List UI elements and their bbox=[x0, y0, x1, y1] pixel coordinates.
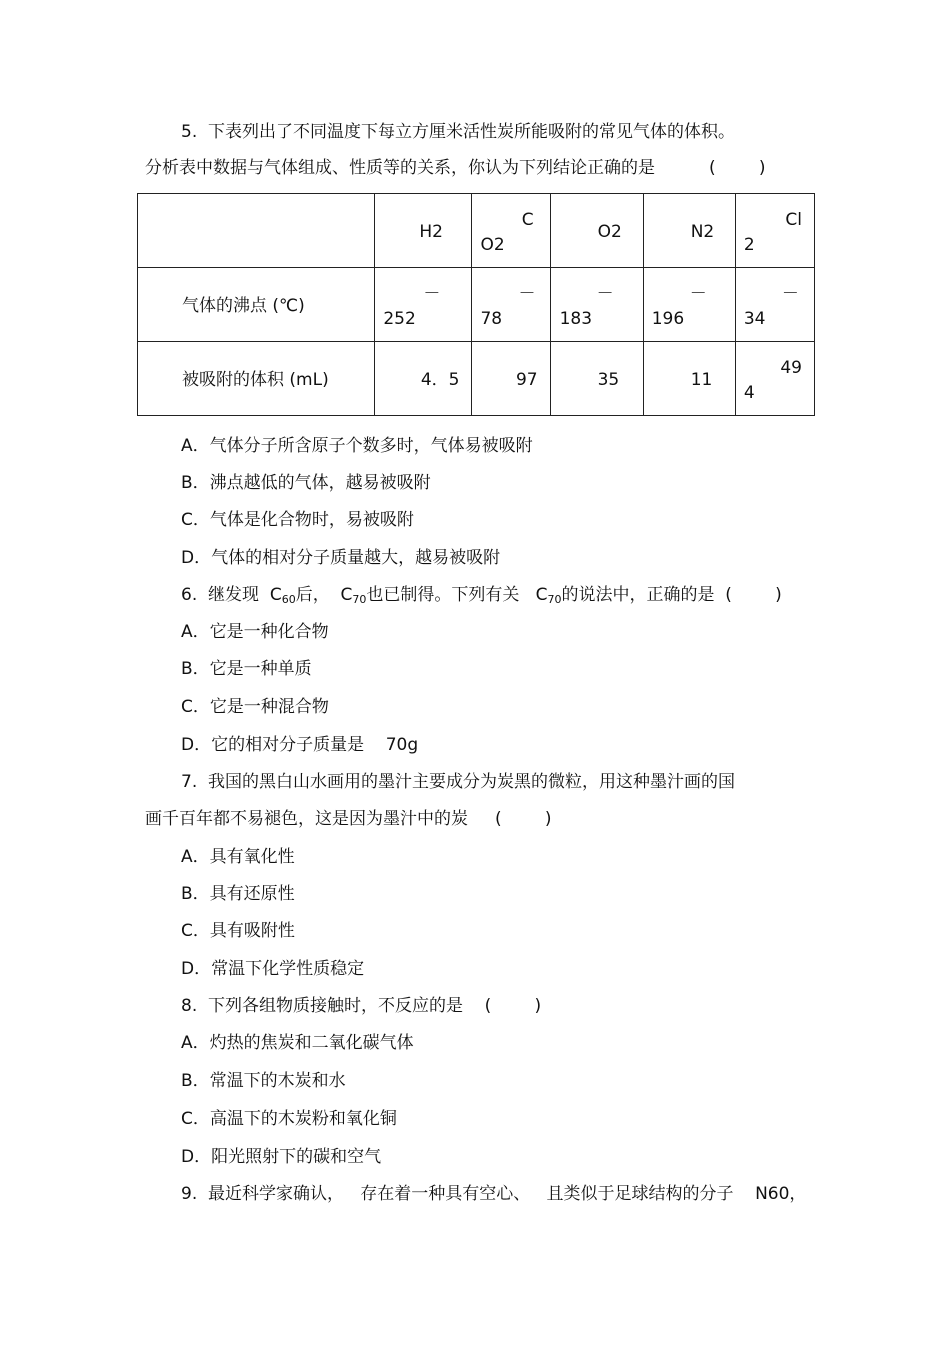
table-cell: 11 bbox=[643, 342, 735, 416]
table-header-n2: N2 bbox=[643, 194, 735, 268]
q5-option-b: B．沸点越低的气体，越易被吸附 bbox=[181, 473, 431, 493]
q7-option-a: A．具有氧化性 bbox=[181, 847, 295, 867]
table-cell: － 34 bbox=[735, 268, 814, 342]
table-cell: 35 bbox=[550, 342, 643, 416]
q5-stem-line2: 分析表中数据与气体组成、性质等的关系，你认为下列结论正确的是 ( ) bbox=[145, 158, 766, 178]
table-header-o2: O2 bbox=[550, 194, 643, 268]
q7-option-b: B．具有还原性 bbox=[181, 884, 295, 904]
q7-stem-line2: 画千百年都不易褪色，这是因为墨汁中的炭 ( ) bbox=[145, 809, 552, 829]
table-cell: － 183 bbox=[550, 268, 643, 342]
q6-option-b: B．它是一种单质 bbox=[181, 659, 312, 679]
q5-option-c: C．气体是化合物时，易被吸附 bbox=[181, 510, 414, 530]
q6-option-d: D．它的相对分子质量是 70g bbox=[181, 735, 419, 755]
q5-stem-line1: 5. 下表列出了不同温度下每立方厘米活性炭所能吸附的常见气体的体积。 bbox=[181, 122, 736, 142]
q8-option-d: D．阳光照射下的碳和空气 bbox=[181, 1147, 382, 1167]
table-cell: 4．5 bbox=[375, 342, 472, 416]
table-cell-corner bbox=[138, 194, 375, 268]
table-row-adsorbed-volume bbox=[138, 342, 815, 416]
table-cell: 49 4 bbox=[735, 342, 814, 416]
q8-option-a: A．灼热的焦炭和二氧化碳气体 bbox=[181, 1033, 414, 1053]
q7-stem-line1: 7. 我国的黑白山水画用的墨汁主要成分为炭黑的微粒，用这种墨汁画的国 bbox=[181, 772, 736, 792]
q8-option-b: B．常温下的木炭和水 bbox=[181, 1071, 346, 1091]
q7-option-d: D．常温下化学性质稳定 bbox=[181, 959, 365, 979]
row-label-boiling-point: 气体的沸点 (℃) bbox=[138, 268, 375, 342]
q5-option-d: D．气体的相对分子质量越大，越易被吸附 bbox=[181, 548, 501, 568]
table-cell: － 252 bbox=[375, 268, 472, 342]
table-header-cl2: Cl 2 bbox=[735, 194, 814, 268]
table-header-co2: C O2 bbox=[472, 194, 550, 268]
q9-stem: 9. 最近科学家确认， 存在着一种具有空心、 且类似于足球结构的分子 N60， bbox=[181, 1184, 807, 1204]
q7-option-c: C．具有吸附性 bbox=[181, 921, 295, 941]
table-cell: 97 bbox=[472, 342, 550, 416]
table-cell: － 196 bbox=[643, 268, 735, 342]
q6-option-c: C．它是一种混合物 bbox=[181, 697, 329, 717]
q8-stem: 8. 下列各组物质接触时，不反应的是 ( ) bbox=[181, 996, 542, 1016]
table-cell: － 78 bbox=[472, 268, 550, 342]
q6-stem: 6. 继发现 $C_{60}$后， $C_{70}$也已制得。下列有关 $C_{70}$的说法中，正确的是 ( ) bbox=[181, 585, 782, 606]
table-header-row bbox=[138, 194, 815, 268]
table-header-h2: H2 bbox=[375, 194, 472, 268]
gas-adsorption-table bbox=[137, 193, 815, 416]
table-row-boiling-point bbox=[138, 268, 815, 342]
q8-option-c: C．高温下的木炭粉和氧化铜 bbox=[181, 1109, 397, 1129]
row-label-adsorbed-volume: 被吸附的体积 (mL) bbox=[138, 342, 375, 416]
q6-option-a: A．它是一种化合物 bbox=[181, 622, 329, 642]
q5-option-a: A．气体分子所含原子个数多时，气体易被吸附 bbox=[181, 436, 533, 456]
